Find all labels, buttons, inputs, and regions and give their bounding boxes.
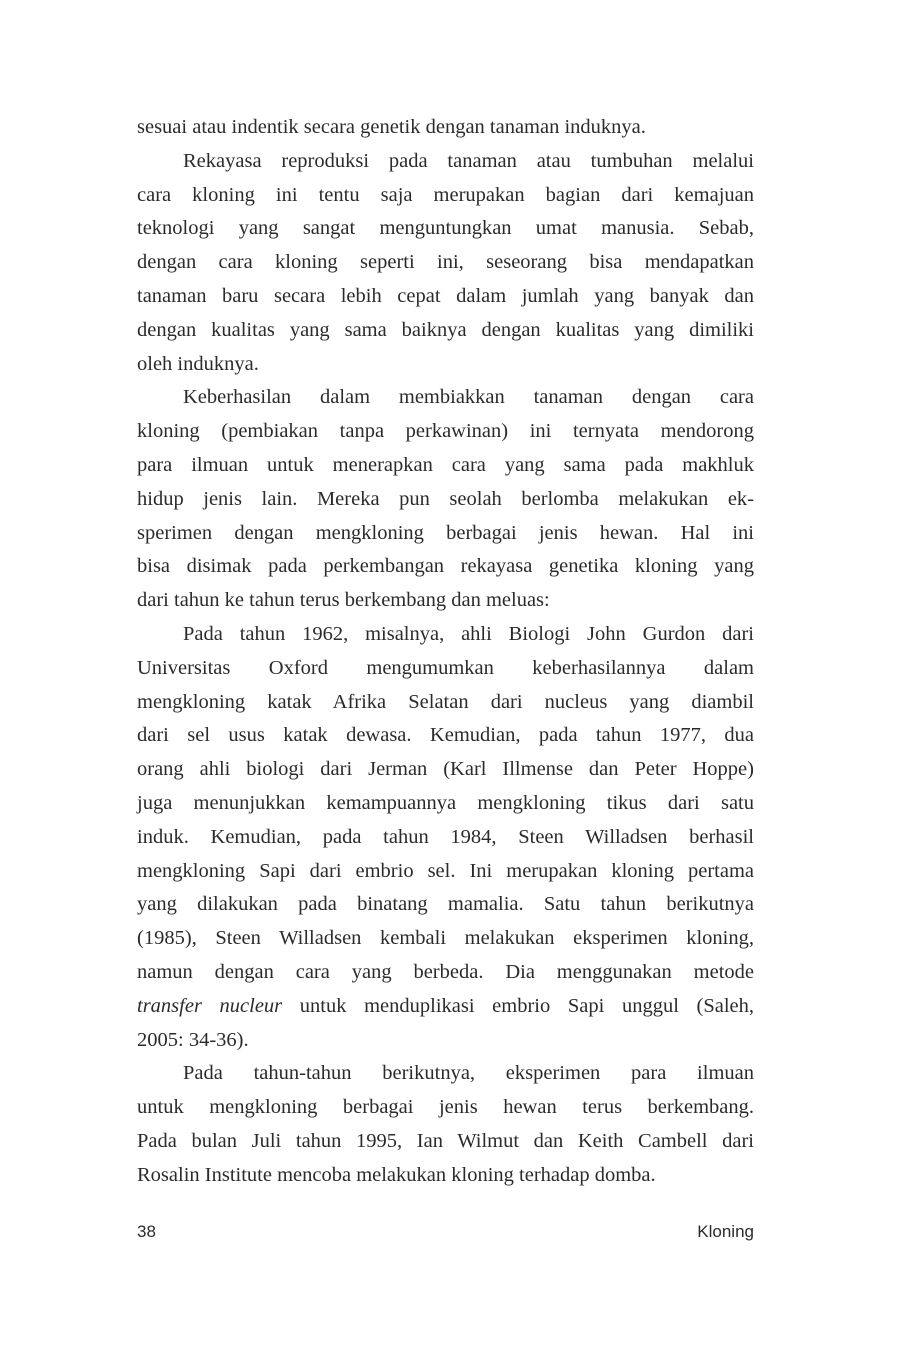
text-line: teknologi yang sangat menguntungkan umat manusia. Sebab, (137, 217, 754, 240)
text-line (137, 990, 754, 1024)
text-line: dari tahun ke tahun terus berkembang dan meluas: (137, 589, 550, 612)
text-line: namun dengan cara yang berbeda. Dia menggunakan metode (137, 960, 754, 983)
text-line: Keberhasilan dalam membiakkan tanaman dengan cara (183, 386, 754, 409)
text-line: dengan kualitas yang sama baiknya dengan kualitas yang dimiliki (137, 318, 754, 341)
text-line: cara kloning ini tentu saja merupakan bagian dari kemajuan (137, 183, 754, 206)
text-line: kloning (pembiakan tanpa perkawinan) ini ternyata mendorong (137, 420, 754, 443)
text-line: Rekayasa reproduksi pada tanaman atau tumbuhan melalui (183, 149, 754, 172)
text-line: bisa disimak pada perkembangan rekayasa genetika kloning yang (137, 555, 754, 578)
text-line: yang dilakukan pada binatang mamalia. Satu tahun berikutnya (137, 893, 754, 916)
text-line: tanaman baru secara lebih cepat dalam jumlah yang banyak dan (137, 284, 754, 307)
text-line: mengkloning katak Afrika Selatan dari nucleus yang diambil (137, 690, 754, 713)
text-line: oleh induknya. (137, 352, 259, 375)
paragraph (137, 111, 754, 145)
running-title: Kloning (697, 1222, 754, 1241)
text-line: hidup jenis lain. Mereka pun seolah berlomba melakukan ek- (137, 487, 754, 510)
text-line: (1985), Steen Willadsen kembali melakukan eksperimen kloning, (137, 927, 754, 950)
text-line: dari sel usus katak dewasa. Kemudian, pada tahun 1977, dua (137, 724, 754, 747)
paragraph (137, 618, 754, 1057)
text-line: 2005: 34-36). (137, 1028, 249, 1051)
page-number: 38 (137, 1222, 156, 1241)
text-line: juga menunjukkan kemampuannya mengkloning tikus dari satu (137, 791, 754, 814)
paragraph (137, 1057, 754, 1192)
text-line: Universitas Oxford mengumumkan keberhasilannya dalam (137, 656, 754, 679)
paragraph (137, 381, 754, 618)
text-line: untuk mengkloning berbagai jenis hewan terus berkembang. (137, 1096, 754, 1119)
paragraph (137, 145, 754, 382)
text-line: sperimen dengan mengkloning berbagai jenis hewan. Hal ini (137, 521, 754, 544)
text-line: orang ahli biologi dari Jerman (Karl Illmense dan Peter Hoppe) (137, 758, 754, 781)
text-line: Pada tahun 1962, misalnya, ahli Biologi John Gurdon dari (183, 622, 754, 645)
text-line: dengan cara kloning seperti ini, seseorang bisa mendapatkan (137, 251, 754, 274)
text-line: Pada bulan Juli tahun 1995, Ian Wilmut dan Keith Cambell dari (137, 1129, 754, 1152)
text-line: mengkloning Sapi dari embrio sel. Ini merupakan kloning pertama (137, 859, 754, 882)
body-text (137, 111, 754, 1193)
text-line: sesuai atau indentik secara genetik dengan tanaman induknya. (137, 116, 646, 138)
text-line: Pada tahun-tahun berikutnya, eksperimen para ilmuan (183, 1062, 754, 1085)
italic-term: transfer nucleur (137, 994, 283, 1017)
text-line: induk. Kemudian, pada tahun 1984, Steen Willadsen berhasil (137, 825, 754, 848)
text-line: Rosalin Institute mencoba melakukan kloning terhadap domba. (137, 1163, 656, 1186)
text-fragment: untuk menduplikasi embrio Sapi unggul (Saleh, (282, 994, 755, 1017)
text-line: para ilmuan untuk menerapkan cara yang sama pada makhluk (137, 453, 754, 476)
